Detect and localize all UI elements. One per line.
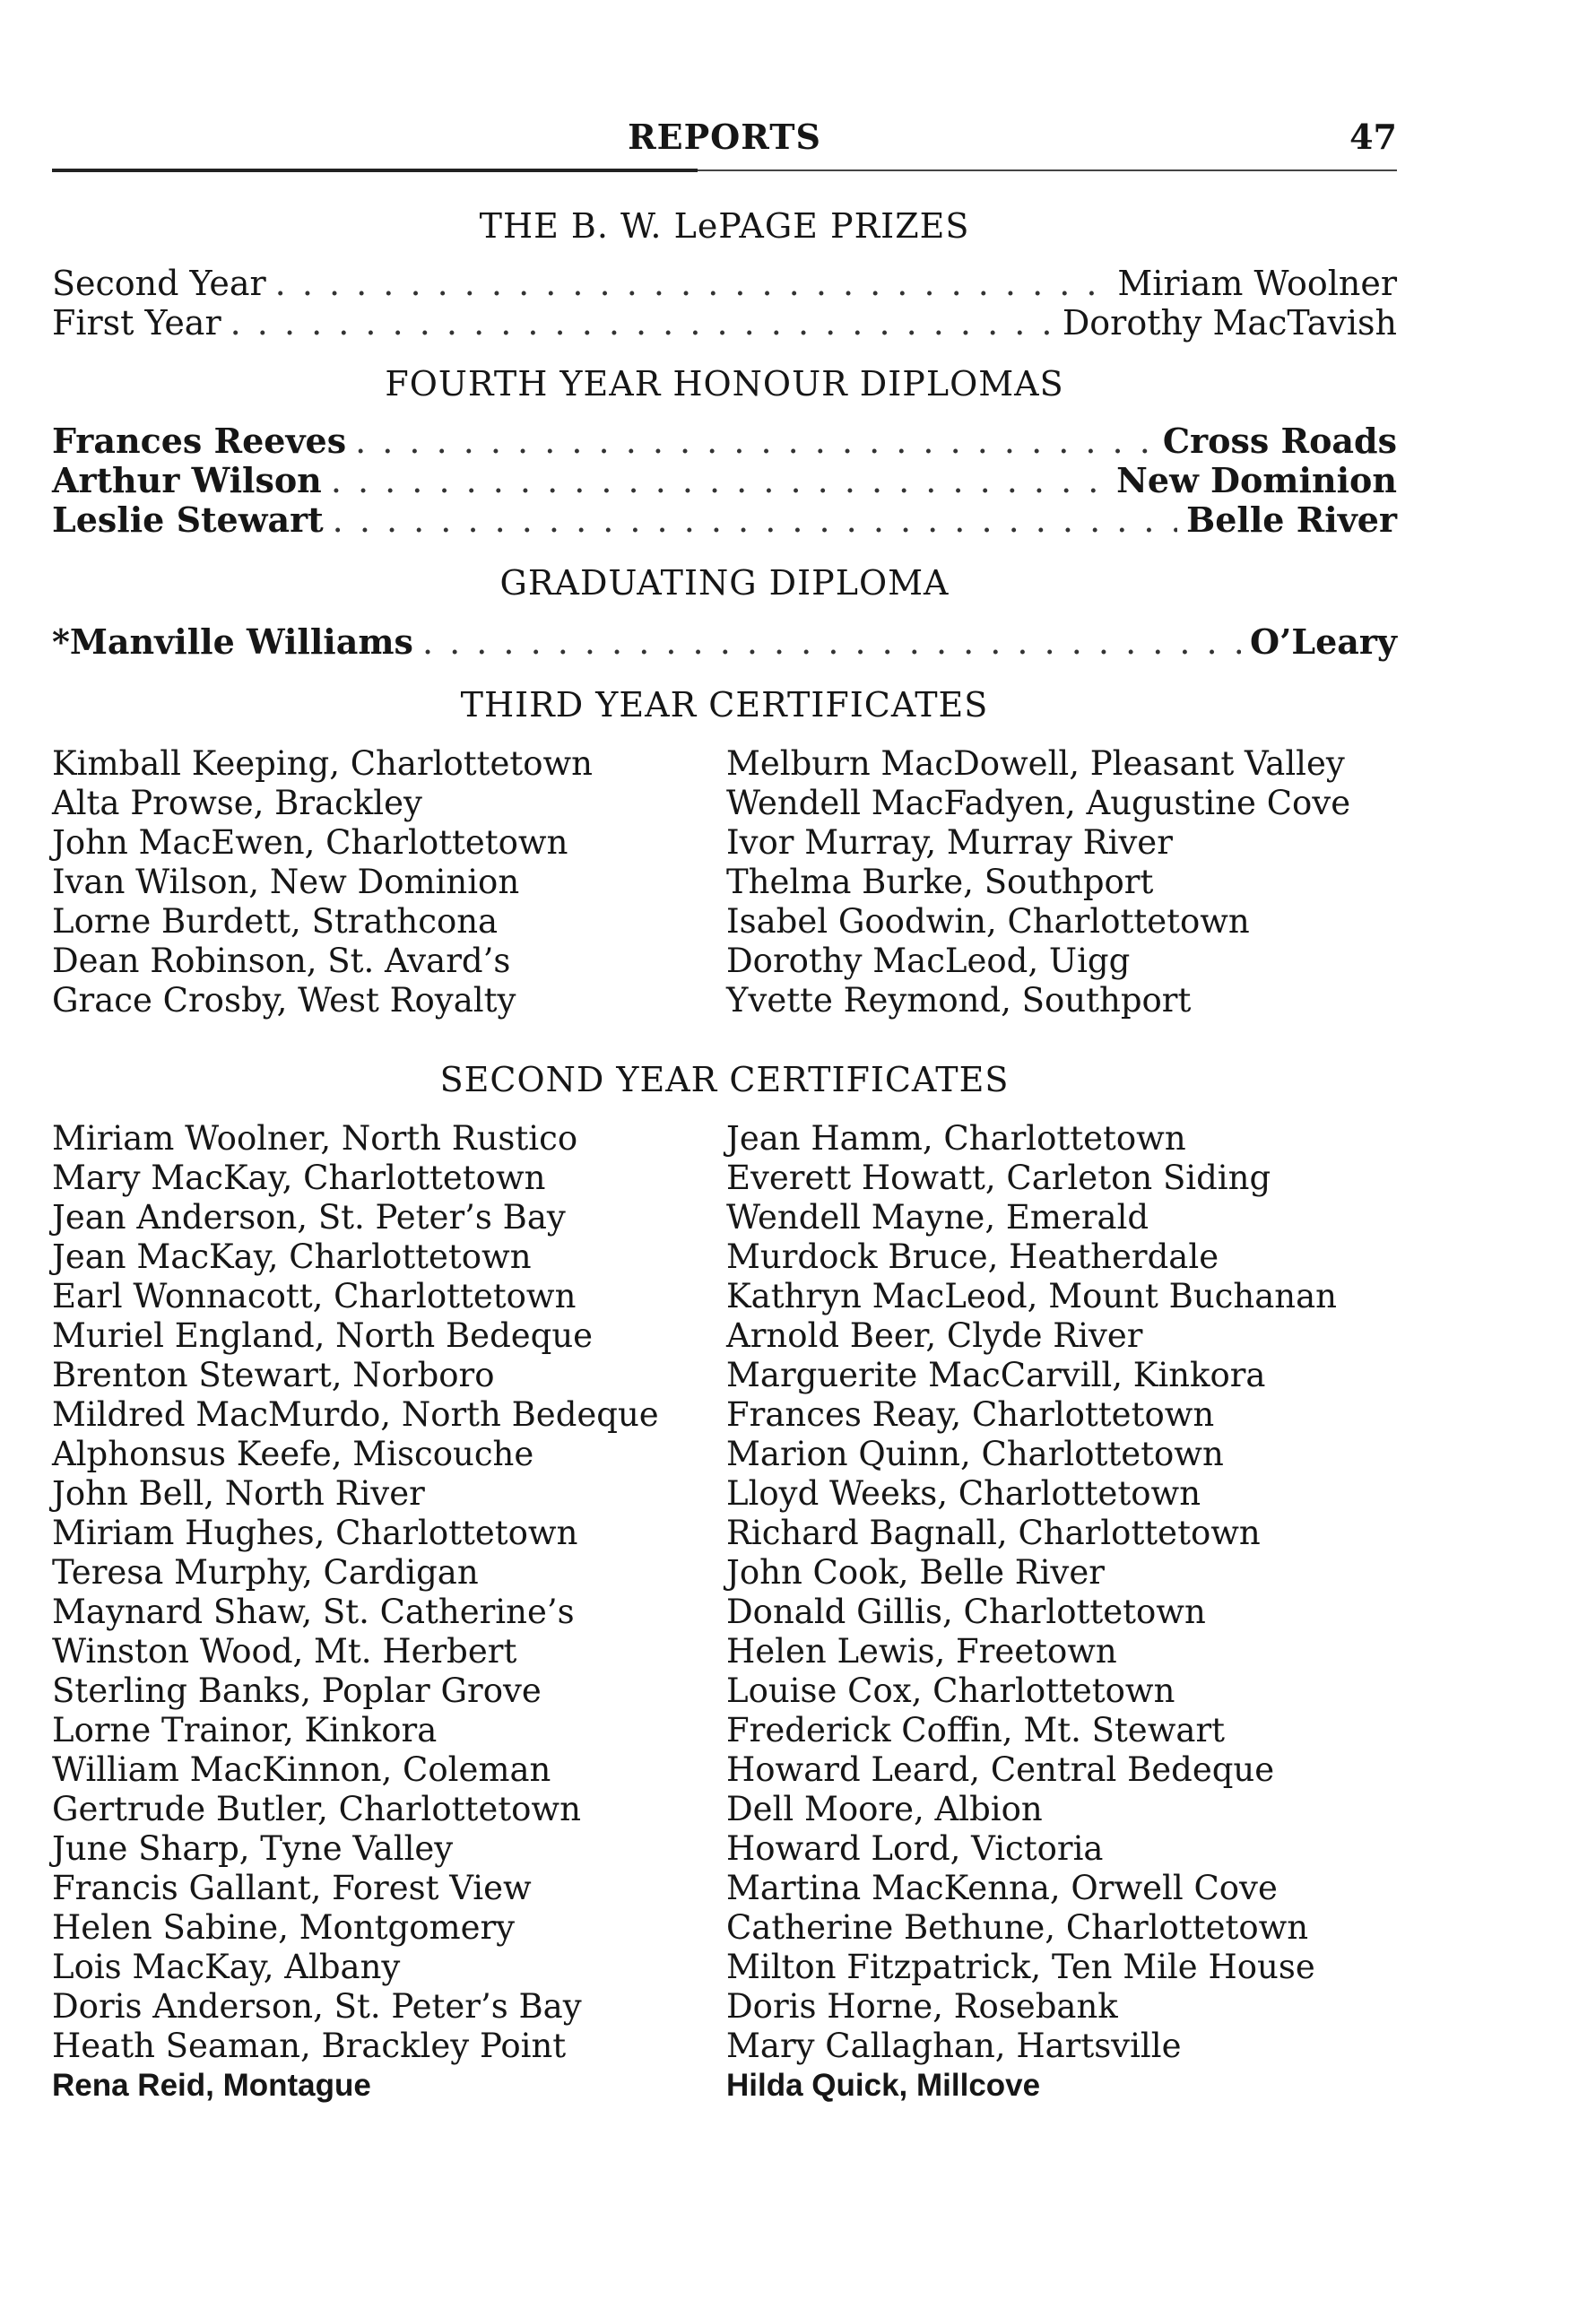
list-item: Hilda Quick, Millcove <box>726 2068 1041 2103</box>
list-item: Howard Lord, Victoria <box>726 1829 1104 1868</box>
list-item: Donald Gillis, Charlottetown <box>726 1593 1206 1631</box>
dot-leader <box>422 622 1241 662</box>
section-heading: GRADUATING DIPLOMA <box>499 563 950 603</box>
section-graduating-diploma <box>52 563 1397 662</box>
section-honour-diplomas <box>52 364 1397 540</box>
list-item: Milton Fitzpatrick, Ten Mile House <box>726 1948 1315 1986</box>
page-number: 47 <box>1349 117 1397 157</box>
list-item: Ivor Murray, Murray River <box>726 823 1173 862</box>
section-heading: THE B. W. LePAGE PRIZES <box>479 206 970 246</box>
list-item: Jean Anderson, St. Peter’s Bay <box>52 1198 566 1237</box>
list-item: Ivan Wilson, New Dominion <box>52 863 520 901</box>
list-item: June Sharp, Tyne Valley <box>52 1829 454 1868</box>
list-item: Francis Gallant, Forest View <box>52 1869 532 1907</box>
student-place: Belle River <box>1186 499 1397 540</box>
list-item: Heath Seaman, Brackley Point <box>52 2027 567 2065</box>
list-item: Winston Wood, Mt. Herbert <box>52 1632 517 1671</box>
list-item: Catherine Bethune, Charlottetown <box>726 1908 1309 1947</box>
prize-row <box>52 264 1397 303</box>
header-rule <box>52 169 698 172</box>
diploma-row <box>52 421 1397 461</box>
diploma-row <box>52 500 1397 540</box>
list-item: William MacKinnon, Coleman <box>52 1750 551 1789</box>
list-item: Frederick Coffin, Mt. Stewart <box>726 1711 1225 1749</box>
list-item: Mildred MacMurdo, North Bedeque <box>52 1395 659 1434</box>
list-item: Marguerite MacCarvill, Kinkora <box>726 1356 1266 1394</box>
list-item: Earl Wonnacott, Charlottetown <box>52 1277 577 1315</box>
document-page <box>52 108 1397 2105</box>
diploma-row <box>52 622 1397 662</box>
list-item: Alphonsus Keefe, Miscouche <box>52 1435 534 1473</box>
list-item: Richard Bagnall, Charlottetown <box>726 1514 1261 1552</box>
section-lepage-prizes <box>52 206 1397 343</box>
section-heading: SECOND YEAR CERTIFICATES <box>439 1060 1010 1099</box>
section-heading: FOURTH YEAR HONOUR DIPLOMAS <box>385 364 1064 404</box>
list-item: John Bell, North River <box>52 1474 425 1513</box>
student-place: Cross Roads <box>1162 421 1397 461</box>
list-item: Martina MacKenna, Orwell Cove <box>726 1869 1278 1907</box>
list-item: Brenton Stewart, Norboro <box>52 1356 495 1394</box>
prize-winner: Miriam Woolner <box>1117 264 1397 303</box>
list-item: Grace Crosby, West Royalty <box>52 981 516 1020</box>
list-item: Lorne Burdett, Strathcona <box>52 902 499 941</box>
section-third-year-certificates <box>52 685 1397 1020</box>
prize-winner: Dorothy MacTavish <box>1062 303 1397 343</box>
student-name: Frances Reeves <box>52 421 347 461</box>
section-heading: THIRD YEAR CERTIFICATES <box>460 685 989 725</box>
certificate-column-right <box>726 1119 1397 2105</box>
list-item: Helen Lewis, Freetown <box>726 1632 1117 1671</box>
prize-row <box>52 303 1397 343</box>
list-item: John MacEwen, Charlottetown <box>52 823 568 862</box>
dot-leader <box>355 421 1154 461</box>
student-name: Leslie Stewart <box>52 499 324 540</box>
list-item: Dorothy MacLeod, Uigg <box>726 942 1131 980</box>
list-item: Wendell MacFadyen, Augustine Cove <box>726 784 1351 822</box>
dot-leader <box>331 461 1107 500</box>
list-item: Kimball Keeping, Charlottetown <box>52 744 594 783</box>
certificate-column-right <box>726 744 1397 1020</box>
list-item: Frances Reay, Charlottetown <box>726 1395 1215 1434</box>
student-place: New Dominion <box>1116 460 1397 500</box>
list-item: Lois MacKay, Albany <box>52 1948 401 1986</box>
list-item: Mary Callaghan, Hartsville <box>726 2027 1182 2065</box>
list-item: Mary MacKay, Charlottetown <box>52 1159 546 1197</box>
list-item: Miriam Hughes, Charlottetown <box>52 1514 578 1552</box>
list-item: Dean Robinson, St. Avard’s <box>52 942 511 980</box>
list-item: Melburn MacDowell, Pleasant Valley <box>726 744 1345 783</box>
list-item: Arnold Beer, Clyde River <box>726 1316 1143 1355</box>
list-item: Doris Horne, Rosebank <box>726 1987 1118 2026</box>
list-item: John Cook, Belle River <box>726 1553 1105 1592</box>
dot-leader <box>230 303 1054 343</box>
header-rule-thin <box>698 169 1397 171</box>
list-item: Howard Leard, Central Bedeque <box>726 1750 1275 1789</box>
section-second-year-certificates <box>52 1060 1397 2105</box>
list-item: Lloyd Weeks, Charlottetown <box>726 1474 1201 1513</box>
page-header <box>52 108 1397 179</box>
student-place: O’Leary <box>1250 621 1397 662</box>
list-item: Yvette Reymond, Southport <box>726 981 1192 1020</box>
list-item: Murdock Bruce, Heatherdale <box>726 1237 1219 1276</box>
list-item: Wendell Mayne, Emerald <box>726 1198 1149 1237</box>
list-item: Maynard Shaw, St. Catherine’s <box>52 1593 575 1631</box>
list-item: Louise Cox, Charlottetown <box>726 1671 1175 1710</box>
student-name: *Manville Williams <box>52 621 413 662</box>
list-item: Thelma Burke, Southport <box>726 863 1154 901</box>
list-item: Gertrude Butler, Charlottetown <box>52 1790 581 1828</box>
list-item: Lorne Trainor, Kinkora <box>52 1711 438 1749</box>
diploma-row <box>52 461 1397 500</box>
list-item: Miriam Woolner, North Rustico <box>52 1119 578 1158</box>
dot-leader <box>333 500 1177 540</box>
list-item: Muriel England, North Bedeque <box>52 1316 594 1355</box>
list-item: Jean MacKay, Charlottetown <box>52 1237 532 1276</box>
list-item: Marion Quinn, Charlottetown <box>726 1435 1224 1473</box>
list-item: Sterling Banks, Poplar Grove <box>52 1671 542 1710</box>
list-item: Helen Sabine, Montgomery <box>52 1908 516 1947</box>
dot-leader <box>275 264 1109 303</box>
list-item: Teresa Murphy, Cardigan <box>52 1553 479 1592</box>
list-item: Everett Howatt, Carleton Siding <box>726 1159 1271 1197</box>
certificate-column-left <box>52 744 726 1020</box>
student-name: Arthur Wilson <box>52 460 322 500</box>
certificate-column-left <box>52 1119 726 2105</box>
list-item: Kathryn MacLeod, Mount Buchanan <box>726 1277 1337 1315</box>
prize-name: First Year <box>52 303 221 343</box>
list-item: Alta Prowse, Brackley <box>52 784 422 822</box>
list-item: Isabel Goodwin, Charlottetown <box>726 902 1250 941</box>
list-item: Jean Hamm, Charlottetown <box>726 1119 1186 1158</box>
list-item: Rena Reid, Montague <box>52 2068 371 2103</box>
list-item: Doris Anderson, St. Peter’s Bay <box>52 1987 582 2026</box>
prize-name: Second Year <box>52 264 266 303</box>
running-title: REPORTS <box>628 117 821 157</box>
list-item: Dell Moore, Albion <box>726 1790 1043 1828</box>
